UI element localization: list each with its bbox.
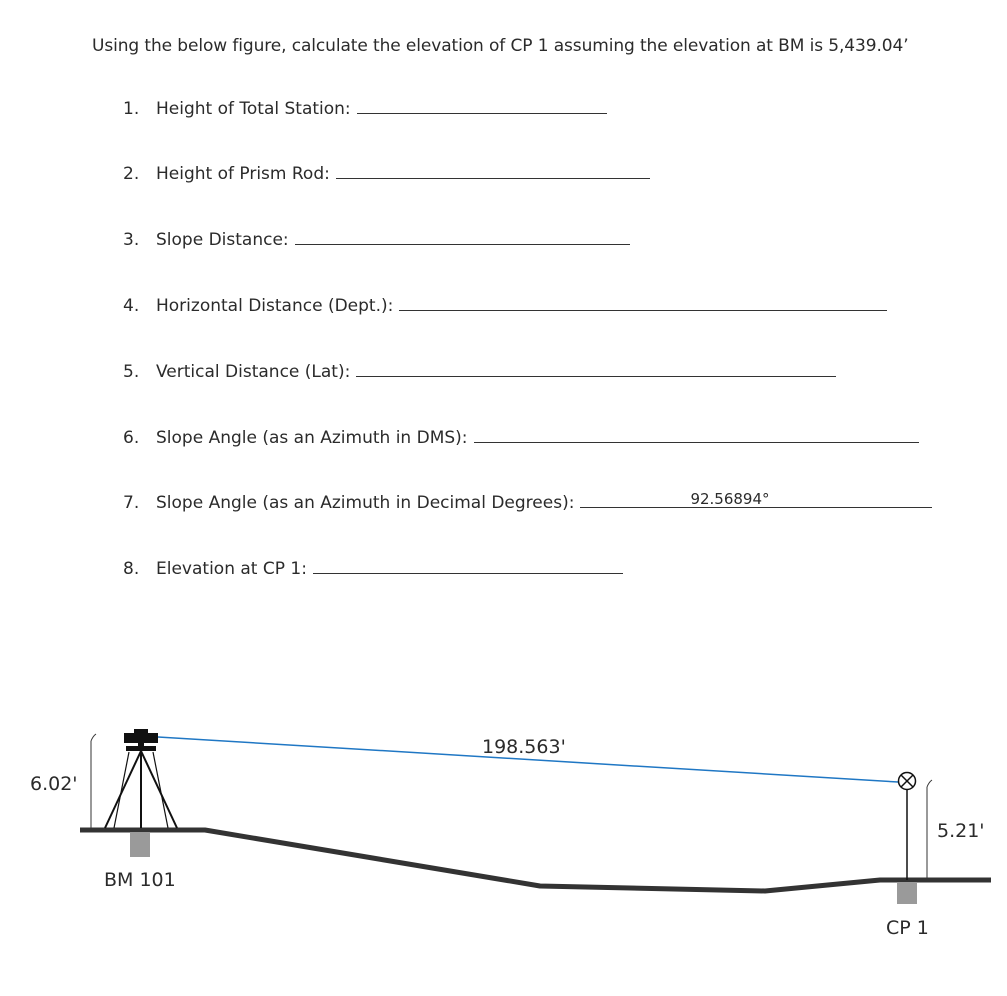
instrument-height-dimension — [91, 734, 96, 830]
question-label: Horizontal Distance (Dept.): — [156, 296, 394, 316]
prism-rod-icon — [899, 773, 916, 881]
total-station-icon — [105, 729, 177, 828]
question-number: 6. — [123, 428, 140, 448]
question-number: 3. — [123, 230, 140, 250]
rod-height-dimension — [927, 780, 932, 880]
bm-label: BM 101 — [104, 869, 176, 891]
question-number: 4. — [123, 296, 140, 316]
question-number: 7. — [123, 493, 140, 513]
question-label: Height of Total Station: — [156, 99, 351, 119]
slope-distance-label: 198.563' — [482, 736, 566, 758]
bm-monument — [130, 833, 150, 857]
cp-monument — [897, 882, 917, 904]
ground-profile — [80, 830, 991, 891]
question-label: Slope Angle (as an Azimuth in Decimal Degrees): — [156, 493, 575, 513]
question-label: Elevation at CP 1: — [156, 559, 307, 579]
question-number: 5. — [123, 362, 140, 382]
question-label: Vertical Distance (Lat): — [156, 362, 351, 382]
cp-label: CP 1 — [886, 917, 929, 939]
rod-height-label: 5.21' — [937, 820, 985, 842]
question-label: Slope Angle (as an Azimuth in DMS): — [156, 428, 468, 448]
intro-text: Using the below figure, calculate the elevation of CP 1 assuming the elevation at BM is 5,439.04’ — [92, 36, 909, 56]
instrument-height-label: 6.02' — [30, 773, 78, 795]
question-number: 1. — [123, 99, 140, 119]
question-label: Height of Prism Rod: — [156, 164, 330, 184]
question-number: 8. — [123, 559, 140, 579]
answer-text: 92.56894° — [690, 490, 770, 508]
question-label: Slope Distance: — [156, 230, 289, 250]
question-number: 2. — [123, 164, 140, 184]
